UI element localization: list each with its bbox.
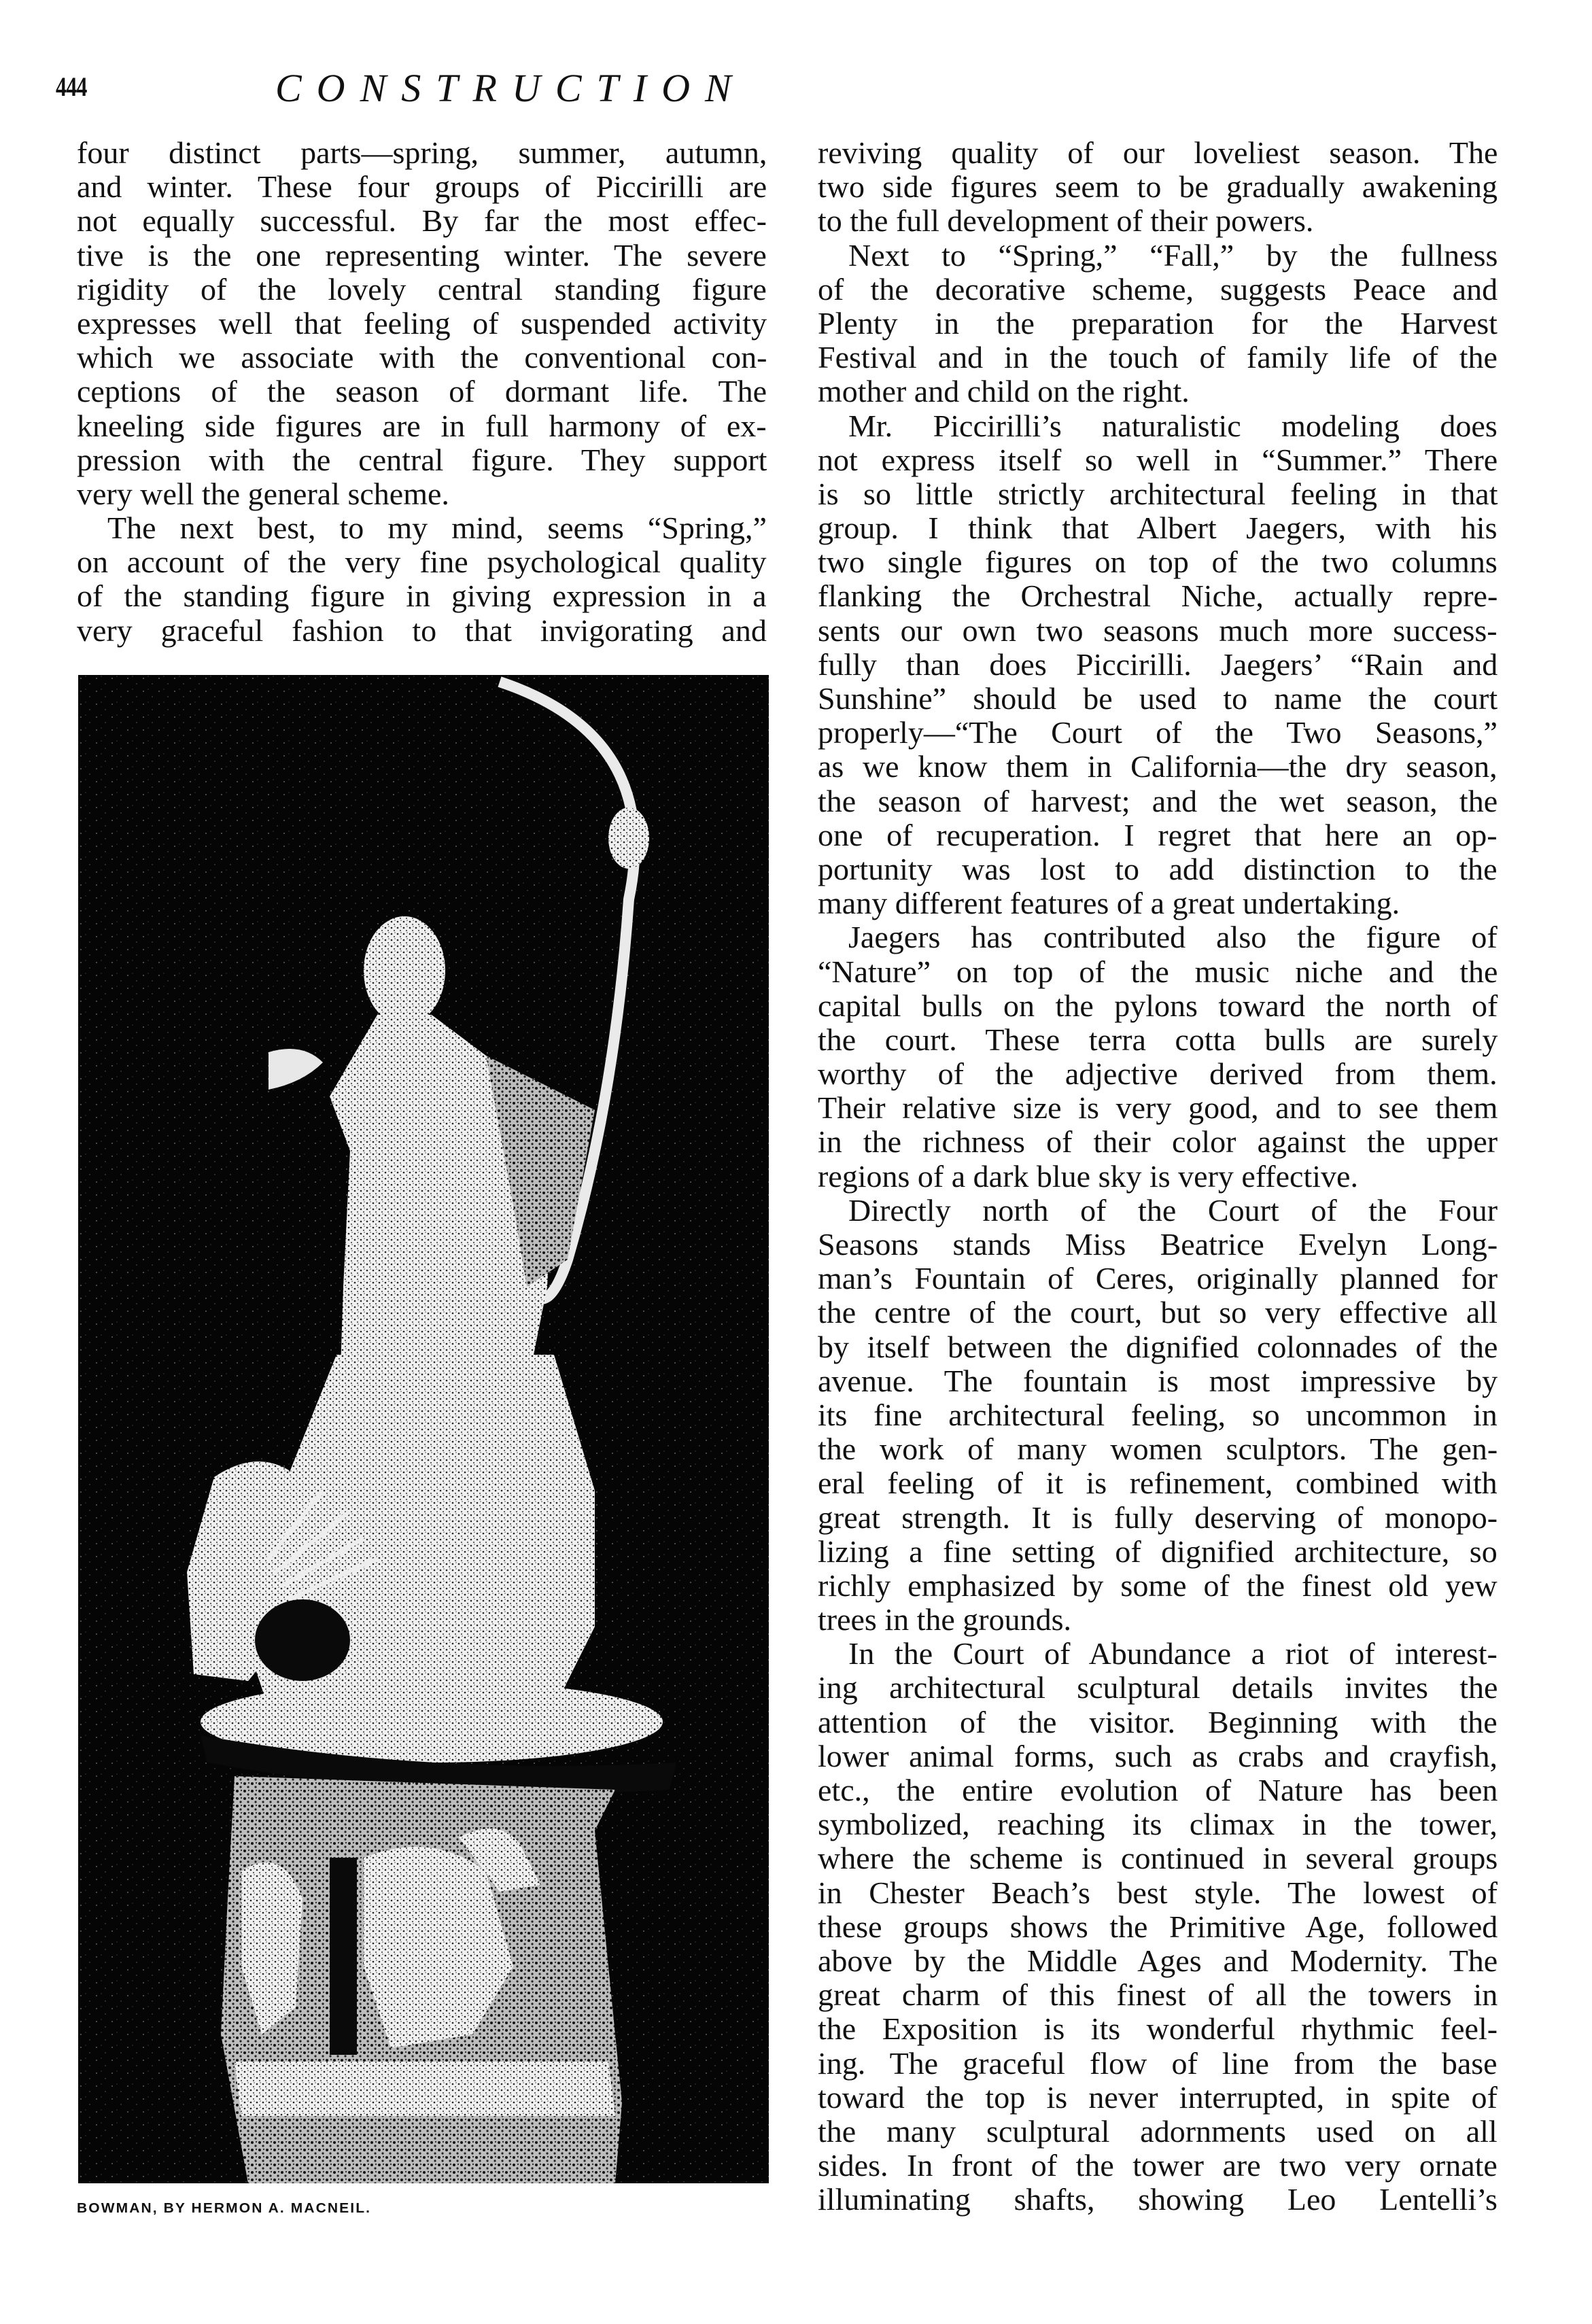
text-line: Sunshine” should be used to name the court — [818, 681, 1498, 716]
text-line: expresses well that feeling of suspended activity — [77, 305, 767, 341]
text-line: of the standing figure in giving expression in a — [77, 578, 767, 614]
text-line: very graceful fashion to that invigorating and — [77, 612, 767, 648]
text-line: man’s Fountain of Ceres, originally planned for — [818, 1261, 1498, 1296]
text-line: Mr. Piccirilli’s naturalistic modeling does — [848, 408, 1498, 443]
text-line: the court. These terra cotta bulls are surely — [818, 1022, 1498, 1057]
text-line: two side figures seem to be gradually awakening — [818, 169, 1498, 205]
text-line: the season of harvest; and the wet season, the — [818, 783, 1498, 818]
text-line: these groups shows the Primitive Age, followed — [818, 1909, 1498, 1944]
text-line: In the Court of Abundance a riot of interest- — [848, 1636, 1498, 1671]
text-line: rigidity of the lovely central standing figure — [77, 271, 767, 307]
text-line: and winter. These four groups of Piccirilli are — [77, 169, 767, 205]
text-line: two single figures on top of the two columns — [818, 544, 1498, 580]
text-line: not equally successful. By far the most effec- — [77, 203, 767, 239]
running-title: CONSTRUCTION — [275, 66, 746, 110]
text-line: worthy of the adjective derived from them. — [818, 1056, 1498, 1092]
text-line: as we know them in California—the dry season, — [818, 749, 1498, 784]
text-line: lizing a fine setting of dignified architecture, so — [818, 1533, 1498, 1569]
text-line: fully than does Piccirilli. Jaegers’ “Rain and — [818, 646, 1498, 682]
statue-photograph — [78, 675, 769, 2183]
text-line: great strength. It is fully deserving of monopo- — [818, 1499, 1498, 1535]
text-line: richly emphasized by some of the finest old yew — [818, 1567, 1498, 1603]
text-line: tive is the one representing winter. The severe — [77, 237, 767, 273]
figure-caption: BOWMAN, BY HERMON A. MACNEIL. — [77, 2201, 372, 2216]
text-line: avenue. The fountain is most impressive by — [818, 1363, 1498, 1398]
text-line: its fine architectural feeling, so uncommon in — [818, 1397, 1498, 1432]
left-column — [77, 136, 767, 648]
text-line: by itself between the dignified colonnades of the — [818, 1329, 1498, 1364]
text-line: great charm of this finest of all the towers in — [818, 1977, 1498, 2013]
text-line: Directly north of the Court of the Four — [848, 1192, 1498, 1228]
text-line: the Exposition is its wonderful rhythmic feel- — [818, 2011, 1498, 2047]
text-line: kneeling side figures are in full harmony of ex- — [77, 408, 767, 443]
right-column — [818, 136, 1498, 2217]
text-line: attention of the visitor. Beginning with the — [818, 1704, 1498, 1739]
text-line: Festival and in the touch of family life of the — [818, 340, 1498, 375]
page-number: 444 — [56, 71, 87, 102]
text-line: Seasons stands Miss Beatrice Evelyn Long- — [818, 1227, 1498, 1262]
text-line: mother and child on the right. — [818, 374, 1190, 409]
text-line: Next to “Spring,” “Fall,” by the fullness — [848, 237, 1498, 273]
text-line: etc., the entire evolution of Nature has been — [818, 1773, 1498, 1807]
text-line: not express itself so well in “Summer.” There — [818, 442, 1498, 477]
text-line: the many sculptural adornments used on all — [818, 2113, 1498, 2149]
text-line: on account of the very fine psychological quality — [77, 544, 767, 580]
text-line: sides. In front of the tower are two very ornate — [818, 2148, 1498, 2183]
text-line: Jaegers has contributed also the figure of — [848, 920, 1498, 955]
text-line: ing architectural sculptural details invites the — [818, 1670, 1498, 1705]
text-line: ceptions of the season of dormant life. The — [77, 374, 767, 409]
text-line: regions of a dark blue sky is very effective. — [818, 1158, 1358, 1194]
text-line: is so little strictly architectural feeling in that — [818, 476, 1498, 511]
text-line: above by the Middle Ages and Modernity. The — [818, 1943, 1498, 1978]
text-line: very well the general scheme. — [77, 476, 449, 511]
text-line: “Nature” on top of the music niche and the — [818, 954, 1498, 989]
text-line: Their relative size is very good, and to see them — [818, 1090, 1498, 1126]
text-line: portunity was lost to add distinction to the — [818, 851, 1498, 886]
text-line: toward the top is never interrupted, in spite of — [818, 2079, 1498, 2115]
text-line: symbolized, reaching its climax in the tower, — [818, 1807, 1498, 1842]
text-line: illuminating shafts, showing Leo Lentelli’s — [818, 2182, 1498, 2217]
text-line: capital bulls on the pylons toward the north of — [818, 988, 1498, 1023]
text-line: to the full development of their powers. — [818, 203, 1314, 239]
text-line: of the decorative scheme, suggests Peace and — [818, 271, 1498, 307]
text-line: pression with the central figure. They support — [77, 442, 767, 477]
text-line: ing. The graceful flow of line from the base — [818, 2045, 1498, 2081]
text-line: group. I think that Albert Jaegers, with his — [818, 510, 1498, 546]
bowman-statue-illustration — [78, 675, 769, 2183]
text-line: lower animal forms, such as crabs and crayfish, — [818, 1738, 1498, 1773]
text-line: Plenty in the preparation for the Harvest — [818, 305, 1498, 341]
text-line: many different features of a great undertaking. — [818, 886, 1400, 921]
text-line: eral feeling of it is refinement, combined with — [818, 1465, 1498, 1501]
text-line: trees in the grounds. — [818, 1602, 1072, 1637]
text-line: one of recuperation. I regret that here an op- — [818, 817, 1498, 852]
text-line: where the scheme is continued in several groups — [818, 1841, 1498, 1876]
text-line: four distinct parts—spring, summer, autumn, — [77, 135, 767, 170]
text-line: The next best, to my mind, seems “Spring,” — [107, 510, 767, 546]
text-line: which we associate with the conventional con- — [77, 340, 767, 375]
text-line: the centre of the court, but so very effective all — [818, 1295, 1498, 1330]
text-line: in Chester Beach’s best style. The lowest of — [818, 1875, 1498, 1910]
text-line: sents our own two seasons much more success- — [818, 612, 1498, 648]
text-line: in the richness of their color against the upper — [818, 1124, 1498, 1160]
text-line: reviving quality of our loveliest season. The — [818, 135, 1498, 170]
text-line: the work of many women sculptors. The gen- — [818, 1432, 1498, 1467]
text-line: flanking the Orchestral Niche, actually repre- — [818, 578, 1498, 614]
text-line: properly—“The Court of the Two Seasons,” — [818, 715, 1498, 750]
